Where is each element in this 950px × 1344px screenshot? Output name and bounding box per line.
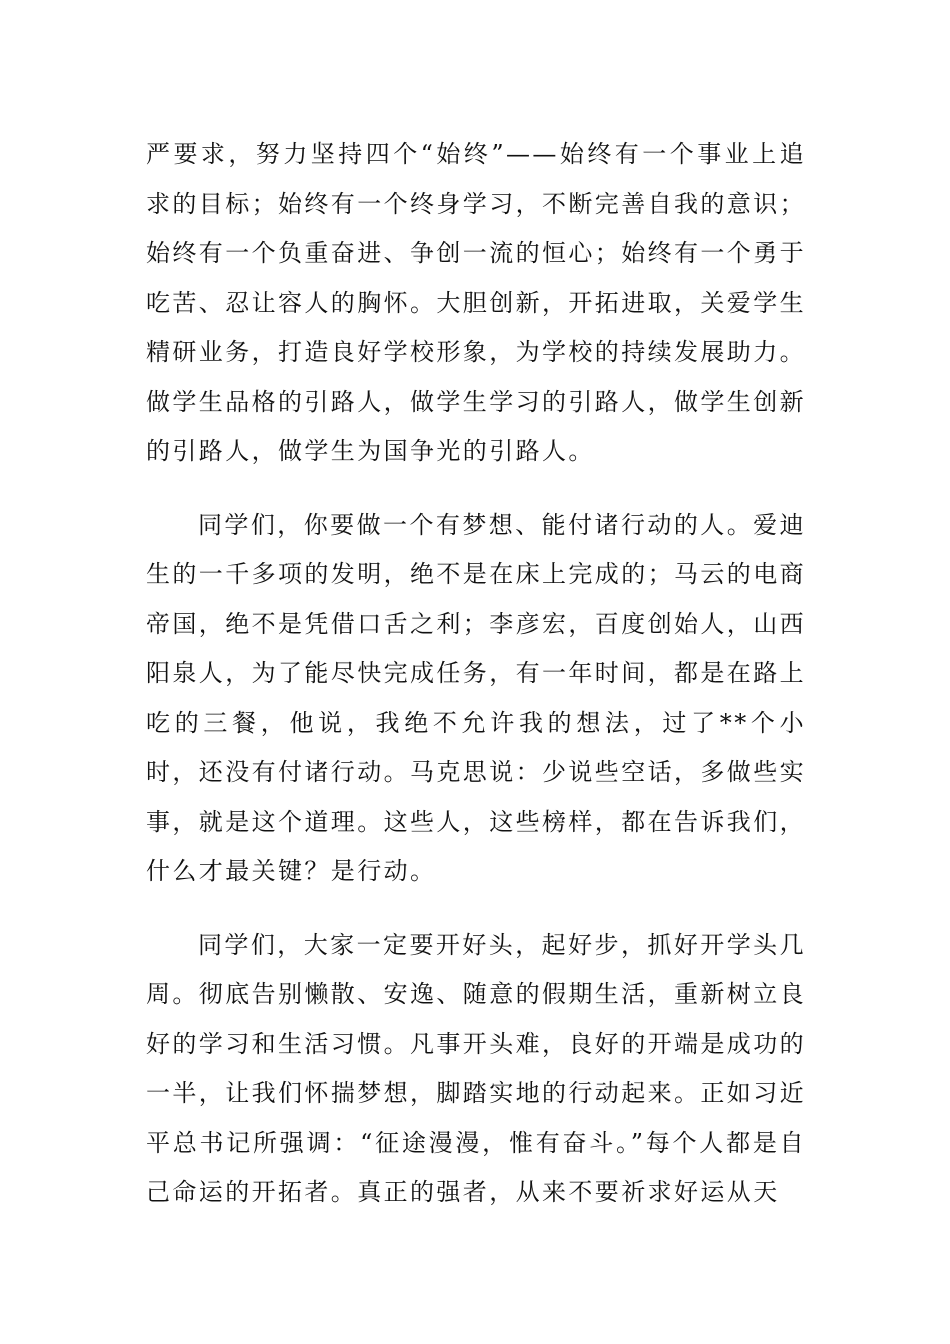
paragraph-continued: 严要求，努力坚持四个“始终”——始终有一个事业上追求的目标；始终有一个终身学习，不断完善自我的意识；始终有一个负重奋进、争创一流的恒心；始终有一个勇于吃苦、忍让容人的胸怀。大胆创新，开拓进取，关爱学生精研业务，打造良好学校形象，为学校的持续发展助力。做学生品格的引路人，做学生学习的引路人，做学生创新的引路人，做学生为国争光的引路人。 xyxy=(146,140,806,465)
document-page xyxy=(146,130,806,1218)
paragraph-action: 同学们，你要做一个有梦想、能付诸行动的人。爱迪生的一千多项的发明，绝不是在床上完成的；马云的电商帝国，绝不是凭借口舌之利；李彦宏，百度创始人，山西阳泉人，为了能尽快完成任务，有一年时间，都是在路上吃的三餐，他说，我绝不允许我的想法，过了**个小时，还没有付诸行动。马克思说：少说些空话，多做些实事，就是这个道理。这些人，这些榜样，都在告诉我们，什么才最关键？是行动。 xyxy=(146,510,806,885)
paragraph-start-well: 同学们，大家一定要开好头，起好步，抓好开学头几周。彻底告别懒散、安逸、随意的假期生活，重新树立良好的学习和生活习惯。凡事开头难，良好的开端是成功的一半，让我们怀揣梦想，脚踏实地的行动起来。正如习近平总书记所强调：“征途漫漫，惟有奋斗。”每个人都是自己命运的开拓者。真正的强者，从来不要祈求好运从天 xyxy=(146,930,806,1206)
